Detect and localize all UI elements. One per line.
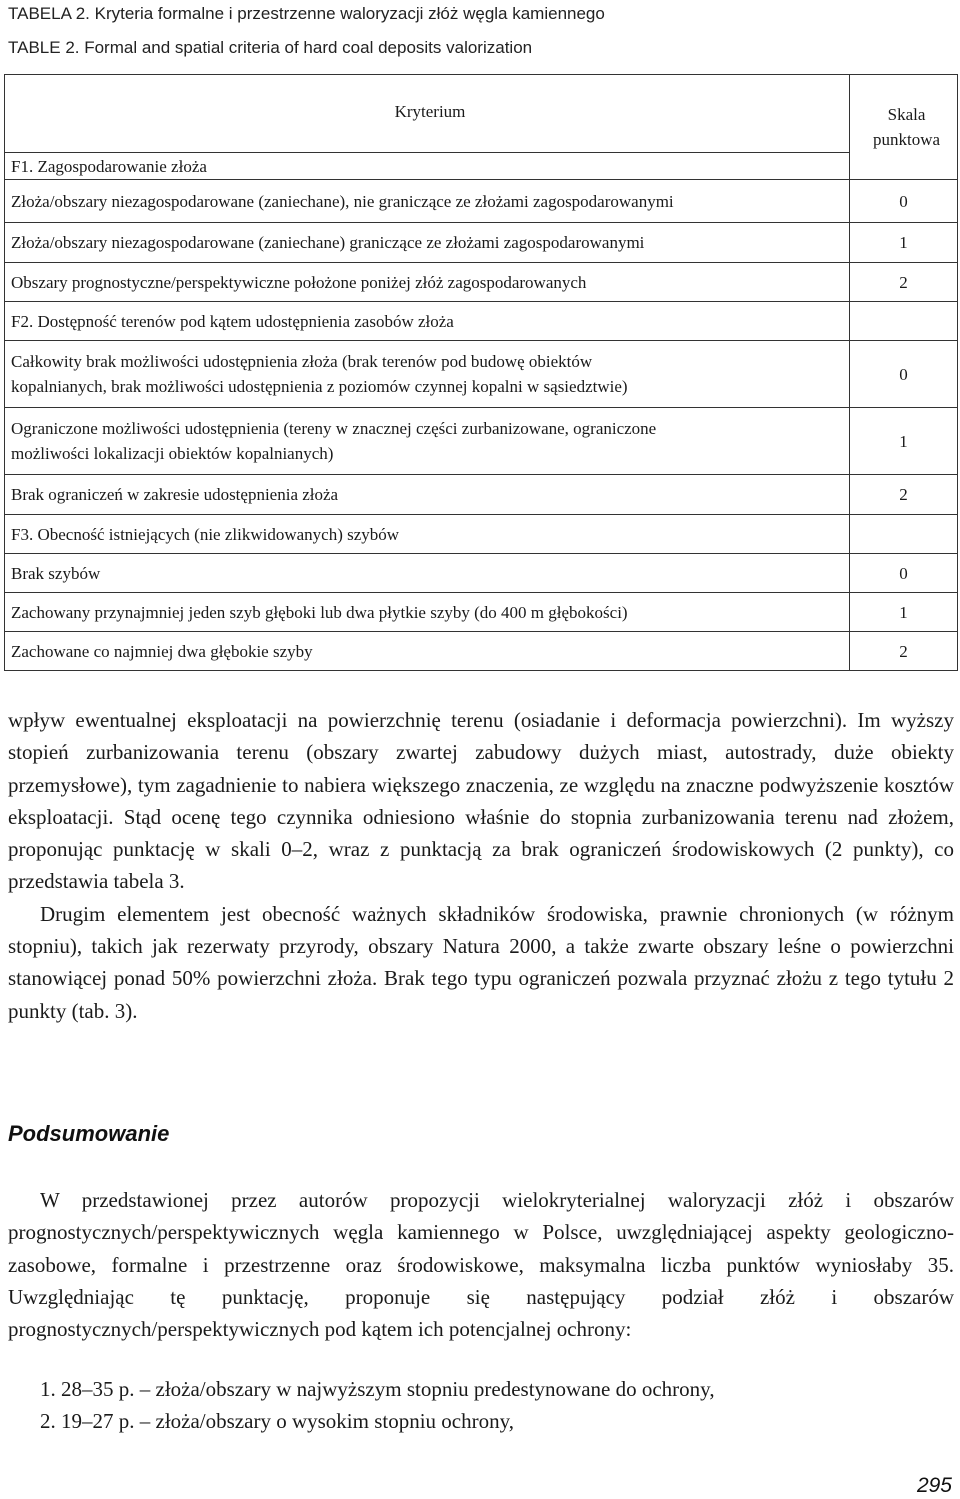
criterion-cell: Zachowany przynajmniej jeden szyb głęboki lub dwa płytkie szyby (do 400 m głębokości) [5,593,850,632]
score-cell: 1 [850,223,958,263]
body-paragraph-2: Drugim elementem jest obecność ważnych składników środowiska, prawnie chronionych (w różnym stopniu), takich jak rezerwaty przyrody, obszary Natura 2000, a także zwarte obszary leśne o powierzchni stanowiącej ponad 50% powierzchni złoża. Brak tego typu ograniczeń pozwala przyznać złożu z tego tytułu 2 punkty (tab. 3). [8,901,954,1023]
criterion-line: Całkowity brak możliwości udostępnienia złoża (brak terenów pod budowę obiektów [11,352,593,371]
table-header-row [5,75,958,153]
table-row [5,554,958,593]
criterion-line: kopalnianych, brak możliwości udostępnienia z poziomów czynnej kopalni w sąsiedztwie) [11,377,628,396]
body-paragraphs [8,704,954,1027]
section-row-f1 [5,153,958,180]
table-row [5,408,958,475]
page-number: 295 [916,1474,952,1497]
score-cell: 1 [850,593,958,632]
score-cell: 2 [850,632,958,671]
score-cell: 0 [850,554,958,593]
table-caption-polish: TABELA 2. Kryteria formalne i przestrzenne waloryzacji złóż węgla kamiennego [8,4,605,23]
section-title-f1: F1. Zagospodarowanie złoża [5,153,850,180]
table-row [5,475,958,515]
section-title-f3: F3. Obecność istniejących (nie zlikwidowanych) szybów [5,515,850,554]
header-scale-line1: Skala [887,105,926,124]
score-cell: 0 [850,180,958,223]
header-scale-line2: punktowa [872,130,941,149]
criterion-line: możliwości lokalizacji obiektów kopalnianych) [11,444,334,463]
criterion-line: Ograniczone możliwości udostępnienia (tereny w znacznej części zurbanizowane, ograniczone [11,419,657,438]
criterion-cell: Złoża/obszary niezagospodarowane (zaniechane), nie graniczące ze złożami zagospodarowanymi [5,180,850,223]
criterion-cell [5,408,850,475]
table-row [5,341,958,408]
section-row-f3 [5,515,958,554]
score-cell: 2 [850,263,958,302]
table-row [5,180,958,223]
table-caption-english: TABLE 2. Formal and spatial criteria of hard coal deposits valorization [8,38,533,57]
criterion-cell: Brak szybów [5,554,850,593]
section-heading: Podsumowanie [8,1121,170,1146]
section-title-f2: F2. Dostępność terenów pod kątem udostępnienia zasobów złoża [5,302,850,341]
list-item: 2. 19–27 p. – złoża/obszary o wysokim stopniu ochrony, [40,1409,514,1433]
criterion-cell: Zachowane co najmniej dwa głębokie szyby [5,632,850,671]
criterion-cell: Brak ograniczeń w zakresie udostępnienia złoża [5,475,850,515]
summary-paragraph: W przedstawionej przez autorów propozycji wielokryterialnej waloryzacji złóż i obszarów prognostycznych/perspektywicznych węgla kamiennego w Polsce, uwzględniającej aspekty geologiczno-zasobowe, formalne i przestrzenne oraz środowiskowe, maksymalna liczba punktów wyniosłaby 35. Uwzględniając tę punktację, proponuje się następujący podział złóż i obszarów prognostycznych/perspektywicznych pod kątem ich potencjalnej ochrony: [8,1188,954,1342]
header-scale [850,75,958,180]
score-cell: 0 [850,341,958,408]
table-row [5,263,958,302]
criteria-table [4,74,958,671]
header-criterion-label: Kryterium [394,102,466,121]
header-criterion [5,75,850,153]
summary-paragraph-block [8,1184,954,1345]
score-cell: 2 [850,475,958,515]
body-paragraph-1: wpływ ewentualnej eksploatacji na powierzchnię terenu (osiadanie i deformacja powierzchni). Im wyższy stopień zurbanizowania terenu (obszary zwartej zabudowy dużych miast, autostrady, duże obiekty przemysłowe), tym zagadnienie to nabiera większego znaczenia, ze względu na znaczne podwyższenie kosztów eksploatacji. Stąd ocenę tego czynnika odniesiono właśnie do stopnia zurbanizowania terenu nad złożem, proponując punktację w skali 0–2, wraz z punktacją za brak ograniczeń środowiskowych (2 punkty), co przedstawia tabela 3. [8,708,954,894]
table-row [5,632,958,671]
criterion-cell: Obszary prognostyczne/perspektywiczne położone poniżej złóż zagospodarowanych [5,263,850,302]
table-row [5,223,958,263]
list-item: 1. 28–35 p. – złoża/obszary w najwyższym stopniu predestynowane do ochrony, [40,1377,715,1401]
score-cell: 1 [850,408,958,475]
section-row-f2 [5,302,958,341]
table-row [5,593,958,632]
score-cell-empty [850,515,958,554]
criterion-cell [5,341,850,408]
score-cell-empty [850,302,958,341]
criterion-cell: Złoża/obszary niezagospodarowane (zaniechane) graniczące ze złożami zagospodarowanymi [5,223,850,263]
